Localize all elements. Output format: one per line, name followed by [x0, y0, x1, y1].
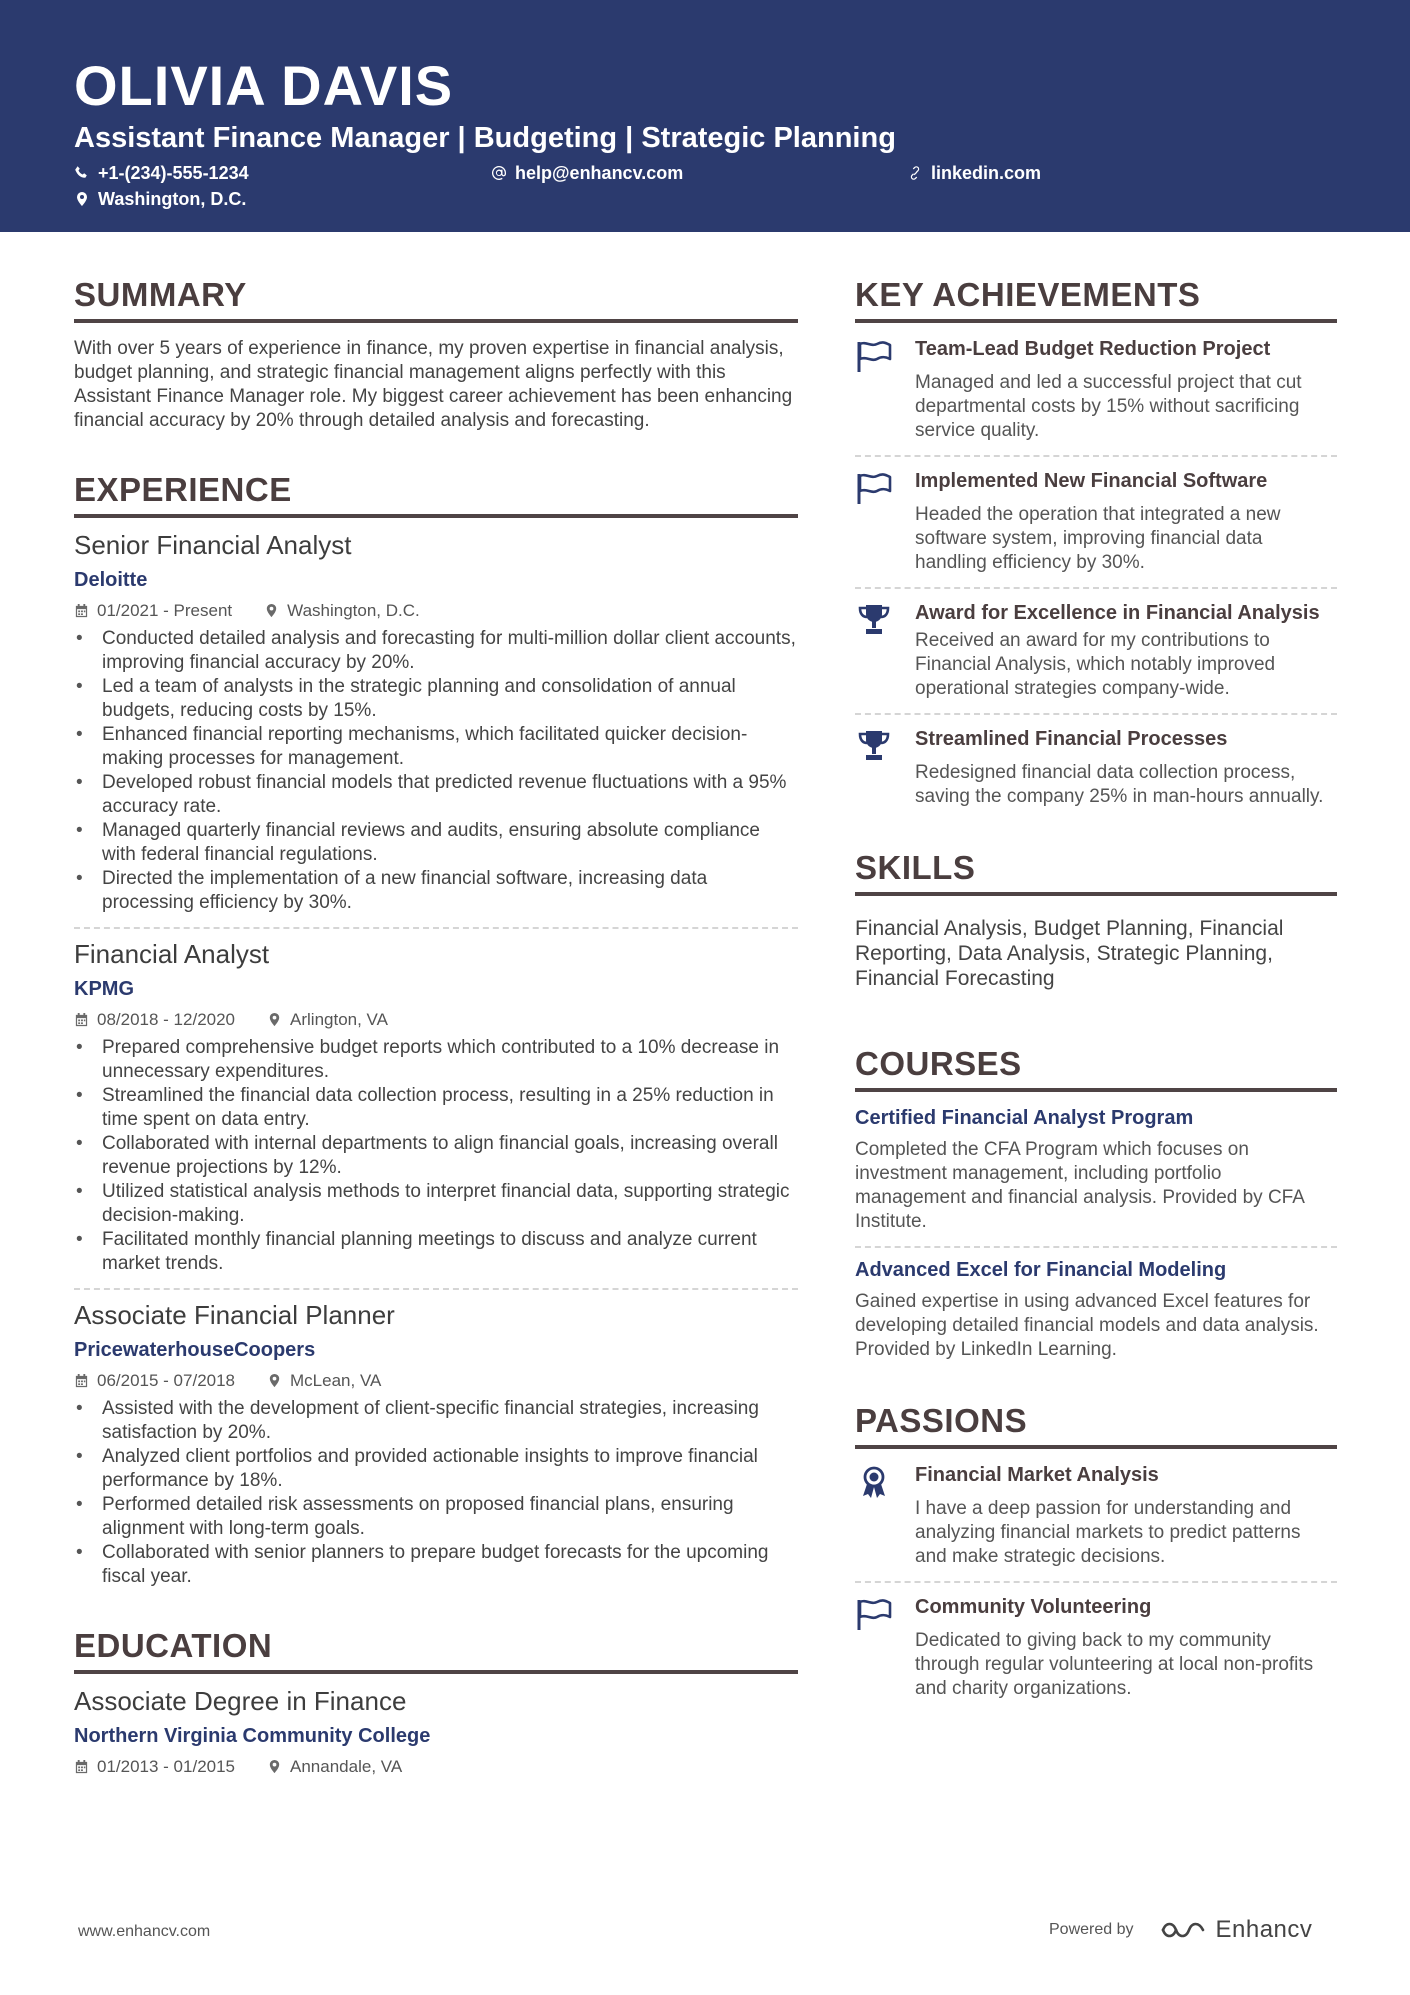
left-column — [74, 278, 798, 1783]
course-title: Certified Financial Analyst Program — [855, 1107, 1194, 1129]
education-dates: 01/2013 - 01/2015 — [97, 1757, 236, 1776]
achievement-title: Award for Excellence in Financial Analysis — [915, 602, 1320, 624]
job-bullets — [74, 627, 798, 915]
education-heading: EDUCATION — [74, 1629, 798, 1674]
passion-title: Community Volunteering — [915, 1596, 1152, 1618]
candidate-headline: Assistant Finance Manager | Budgeting | Strategic Planning — [74, 122, 896, 154]
email-text: help@enhancv.com — [515, 163, 684, 183]
location-text: Washington, D.C. — [98, 189, 247, 209]
footer-website[interactable]: www.enhancv.com — [78, 1923, 211, 1940]
bullet-item: • Conducted detailed analysis and forecasting for multi-million dollar client accounts, improving financial accuracy by 20%. — [74, 627, 798, 675]
course-title: Advanced Excel for Financial Modeling — [855, 1259, 1227, 1281]
calendar-icon — [74, 1373, 89, 1388]
achievement-item — [855, 727, 1337, 809]
entry-divider — [855, 455, 1337, 457]
course-desc: Gained expertise in using advanced Excel features for developing detailed financial models and data analysis. Provided by LinkedIn Learning. — [855, 1291, 1319, 1360]
bullet-item: • Led a team of analysts in the strategic planning and consolidation of annual budgets, reducing costs by 15%. — [74, 675, 798, 723]
summary-heading: SUMMARY — [74, 278, 798, 323]
job-meta — [74, 602, 798, 619]
bullet-item: • Utilized statistical analysis methods to interpret financial data, supporting strategic decision-making. — [74, 1180, 798, 1228]
job-bullets — [74, 1036, 798, 1276]
course-item — [855, 1260, 1337, 1362]
job-bullets — [74, 1397, 798, 1589]
bullet-item: • Managed quarterly financial reviews and audits, ensuring absolute compliance with federal financial regulations. — [74, 819, 798, 867]
degree-title: Associate Degree in Finance — [74, 1686, 407, 1716]
job-dates: 01/2021 - Present — [97, 601, 233, 620]
achievement-title: Team-Lead Budget Reduction Project — [915, 338, 1271, 360]
passions-heading: PASSIONS — [855, 1404, 1337, 1449]
contact-linkedin — [907, 164, 1041, 182]
bullet-item: • Performed detailed risk assessments on proposed financial plans, ensuring alignment with long-term goals. — [74, 1493, 798, 1541]
trophy-icon — [855, 603, 893, 637]
job-title: Associate Financial Planner — [74, 1300, 395, 1330]
linkedin-text: linkedin.com — [931, 163, 1042, 183]
achievement-desc: Redesigned financial data collection process, saving the company 25% in man-hours annually. — [915, 762, 1324, 807]
achievement-desc: Headed the operation that integrated a new software system, improving financial data handling efficiency by 30%. — [915, 504, 1281, 573]
link-icon — [907, 165, 923, 181]
job-location: Washington, D.C. — [287, 601, 420, 620]
courses-heading: COURSES — [855, 1047, 1337, 1092]
job-meta — [74, 1011, 798, 1028]
powered-by-label: Powered by — [1049, 1921, 1134, 1938]
calendar-icon — [74, 603, 89, 618]
location-pin-icon — [267, 1012, 282, 1027]
contact-location — [74, 190, 246, 208]
achievement-desc: Managed and led a successful project that cut departmental costs by 15% without sacrificing service quality. — [915, 372, 1302, 441]
course-item — [855, 1106, 1337, 1234]
skills-list: Financial Analysis, Budget Planning, Financial Reporting, Data Analysis, Strategic Planning, Financial Forecasting — [855, 917, 1284, 990]
company-name: Deloitte — [74, 569, 148, 591]
location-pin-icon — [264, 603, 279, 618]
achievement-title: Implemented New Financial Software — [915, 470, 1268, 492]
experience-entry — [74, 941, 798, 1276]
enhancv-logo[interactable] — [1160, 1916, 1313, 1944]
entry-divider — [74, 1288, 798, 1290]
school-name: Northern Virginia Community College — [74, 1725, 431, 1747]
achievement-title: Streamlined Financial Processes — [915, 728, 1228, 750]
job-title: Senior Financial Analyst — [74, 530, 352, 560]
company-name: PricewaterhouseCoopers — [74, 1339, 316, 1361]
enhancv-logo-icon — [1160, 1918, 1206, 1942]
candidate-name: OLIVIA DAVIS — [74, 54, 454, 117]
bullet-item: • Enhanced financial reporting mechanisms, which facilitated quicker decision-making processes for management. — [74, 723, 798, 771]
passion-desc: Dedicated to giving back to my community through regular volunteering at local non-profits and charity organizations. — [915, 1630, 1314, 1699]
footer-powered-by — [1049, 1916, 1312, 1944]
entry-divider — [855, 587, 1337, 589]
bullet-item: • Assisted with the development of client-specific financial strategies, increasing satisfaction by 20%. — [74, 1397, 798, 1445]
passion-item — [855, 1463, 1337, 1569]
flag-icon — [855, 471, 893, 505]
award-ribbon-icon — [855, 1465, 893, 1499]
company-name: KPMG — [74, 978, 134, 1000]
location-pin-icon — [267, 1759, 282, 1774]
contact-phone — [74, 164, 249, 182]
phone-icon — [74, 165, 90, 181]
passion-title: Financial Market Analysis — [915, 1464, 1159, 1486]
flag-icon — [855, 339, 893, 373]
passion-desc: I have a deep passion for understanding and analyzing financial markets to predict patterns and make strategic decisions. — [915, 1498, 1301, 1567]
bullet-item: • Facilitated monthly financial planning meetings to discuss and analyze current market trends. — [74, 1228, 798, 1276]
experience-entry — [74, 1302, 798, 1589]
job-location: Arlington, VA — [290, 1010, 388, 1029]
bullet-item: • Directed the implementation of a new financial software, increasing data processing efficiency by 30%. — [74, 867, 798, 915]
contact-email — [491, 164, 683, 182]
bullet-item: • Collaborated with senior planners to prepare budget forecasts for the upcoming fiscal year. — [74, 1541, 798, 1589]
passion-item — [855, 1595, 1337, 1701]
trophy-icon — [855, 729, 893, 763]
education-meta — [74, 1758, 798, 1775]
education-location: Annandale, VA — [290, 1757, 403, 1776]
experience-entry — [74, 532, 798, 915]
calendar-icon — [74, 1012, 89, 1027]
bullet-item: • Developed robust financial models that predicted revenue fluctuations with a 95% accuracy rate. — [74, 771, 798, 819]
bullet-item: • Collaborated with internal departments to align financial goals, increasing overall revenue projections by 12%. — [74, 1132, 798, 1180]
education-entry — [74, 1688, 798, 1775]
job-dates: 06/2015 - 07/2018 — [97, 1371, 236, 1390]
entry-divider — [74, 927, 798, 929]
job-dates: 08/2018 - 12/2020 — [97, 1010, 236, 1029]
entry-divider — [855, 713, 1337, 715]
bullet-item: • Analyzed client portfolios and provided actionable insights to improve financial performance by 18%. — [74, 1445, 798, 1493]
summary-text: With over 5 years of experience in finance, my proven expertise in financial analysis, budget planning, and strategic financial management aligns perfectly with this Assistant Finance Manager role. My biggest career achievement has been enhancing financial accuracy by 20% through detailed analysis and forecasting. — [74, 338, 793, 431]
phone-text: +1-(234)-555-1234 — [98, 163, 249, 183]
flag-icon — [855, 1597, 893, 1631]
course-desc: Completed the CFA Program which focuses on investment management, including portfolio management and financial analysis. Provided by CFA Institute. — [855, 1139, 1304, 1232]
job-title: Financial Analyst — [74, 939, 270, 969]
at-icon — [491, 165, 507, 181]
skills-heading: SKILLS — [855, 851, 1337, 896]
calendar-icon — [74, 1759, 89, 1774]
achievements-heading: KEY ACHIEVEMENTS — [855, 278, 1337, 323]
entry-divider — [855, 1581, 1337, 1583]
brand-name: Enhancv — [1215, 1916, 1313, 1943]
achievement-desc: Received an award for my contributions to Financial Analysis, which notably improved operational strategies company-wide. — [915, 630, 1276, 699]
location-pin-icon — [267, 1373, 282, 1388]
bullet-item: • Prepared comprehensive budget reports which contributed to a 10% decrease in unnecessary expenditures. — [74, 1036, 798, 1084]
entry-divider — [855, 1246, 1337, 1248]
job-meta — [74, 1372, 798, 1389]
job-location: McLean, VA — [290, 1371, 382, 1390]
achievement-item — [855, 469, 1337, 575]
right-column — [855, 278, 1337, 1701]
resume-header — [0, 0, 1410, 232]
bullet-item: • Streamlined the financial data collection process, resulting in a 25% reduction in time spent on data entry. — [74, 1084, 798, 1132]
achievement-item — [855, 337, 1337, 443]
location-pin-icon — [74, 191, 90, 207]
achievement-item — [855, 601, 1337, 701]
experience-heading: EXPERIENCE — [74, 473, 798, 518]
